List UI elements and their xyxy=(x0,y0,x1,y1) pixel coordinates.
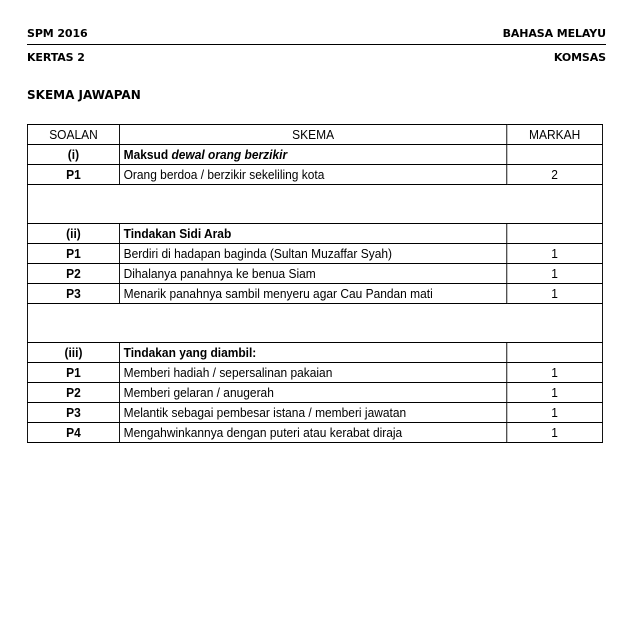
spacer-row xyxy=(27,185,602,224)
point-text: Memberi gelaran / anugerah xyxy=(119,383,506,403)
table-row xyxy=(27,423,602,443)
point-mark: 1 xyxy=(507,284,603,304)
table-row xyxy=(27,165,602,185)
point-text: Melantik sebagai pembesar istana / memberi jawatan xyxy=(119,403,506,423)
question-label: (i) xyxy=(27,145,119,165)
point-mark: 1 xyxy=(507,244,603,264)
subject-label: BAHASA MELAYU xyxy=(502,27,606,40)
table-row xyxy=(27,383,602,403)
table-row xyxy=(27,403,602,423)
spacer-cell xyxy=(27,185,602,224)
column-header-markah: MARKAH xyxy=(507,125,603,145)
point-code: P2 xyxy=(27,383,119,403)
header-row-bottom xyxy=(27,51,606,67)
point-text: Memberi hadiah / sepersalinan pakaian xyxy=(119,363,506,383)
table-row xyxy=(27,264,602,284)
point-mark: 1 xyxy=(507,363,603,383)
point-code: P1 xyxy=(27,165,119,185)
exam-label: SPM 2016 xyxy=(27,27,88,40)
point-code: P1 xyxy=(27,244,119,264)
question-heading-text: Maksud xyxy=(123,147,172,162)
section-label: KOMSAS xyxy=(553,51,606,64)
question-heading-row xyxy=(27,224,602,244)
column-header-soalan: SOALAN xyxy=(27,125,119,145)
point-mark: 1 xyxy=(507,264,603,284)
point-text: Dihalanya panahnya ke benua Siam xyxy=(119,264,506,284)
point-code: P3 xyxy=(27,284,119,304)
table-row xyxy=(27,363,602,383)
question-label: (iii) xyxy=(27,343,119,363)
paper-label: KERTAS 2 xyxy=(27,51,85,64)
point-mark: 1 xyxy=(507,423,603,443)
table-row xyxy=(27,284,602,304)
point-code: P3 xyxy=(27,403,119,423)
question-heading-italic: dewal orang berzikir xyxy=(171,147,288,162)
point-text: Menarik panahnya sambil menyeru agar Cau Pandan mati xyxy=(119,284,506,304)
point-code: P2 xyxy=(27,264,119,284)
point-mark: 1 xyxy=(507,383,603,403)
answer-scheme-table xyxy=(27,124,603,443)
mark-cell xyxy=(507,145,603,165)
spacer-cell xyxy=(27,304,602,343)
table-row xyxy=(27,244,602,264)
question-heading-row xyxy=(27,343,602,363)
header-row-top xyxy=(27,27,606,43)
question-label: (ii) xyxy=(27,224,119,244)
point-mark: 1 xyxy=(507,403,603,423)
mark-cell xyxy=(507,224,603,244)
table-header-row xyxy=(27,125,602,145)
point-mark: 2 xyxy=(507,165,603,185)
question-heading: Tindakan yang diambil: xyxy=(119,343,506,363)
page-title: SKEMA JAWAPAN xyxy=(27,88,141,102)
point-code: P4 xyxy=(27,423,119,443)
mark-cell xyxy=(507,343,603,363)
point-text: Orang berdoa / berzikir sekeliling kota xyxy=(119,165,506,185)
point-text: Berdiri di hadapan baginda (Sultan Muzaffar Syah) xyxy=(119,244,506,264)
question-heading-row xyxy=(27,145,602,165)
question-heading xyxy=(119,145,506,165)
spacer-row xyxy=(27,304,602,343)
point-text: Mengahwinkannya dengan puteri atau kerabat diraja xyxy=(119,423,506,443)
point-code: P1 xyxy=(27,363,119,383)
question-heading: Tindakan Sidi Arab xyxy=(119,224,506,244)
column-header-skema: SKEMA xyxy=(119,125,506,145)
header-divider xyxy=(27,44,606,45)
